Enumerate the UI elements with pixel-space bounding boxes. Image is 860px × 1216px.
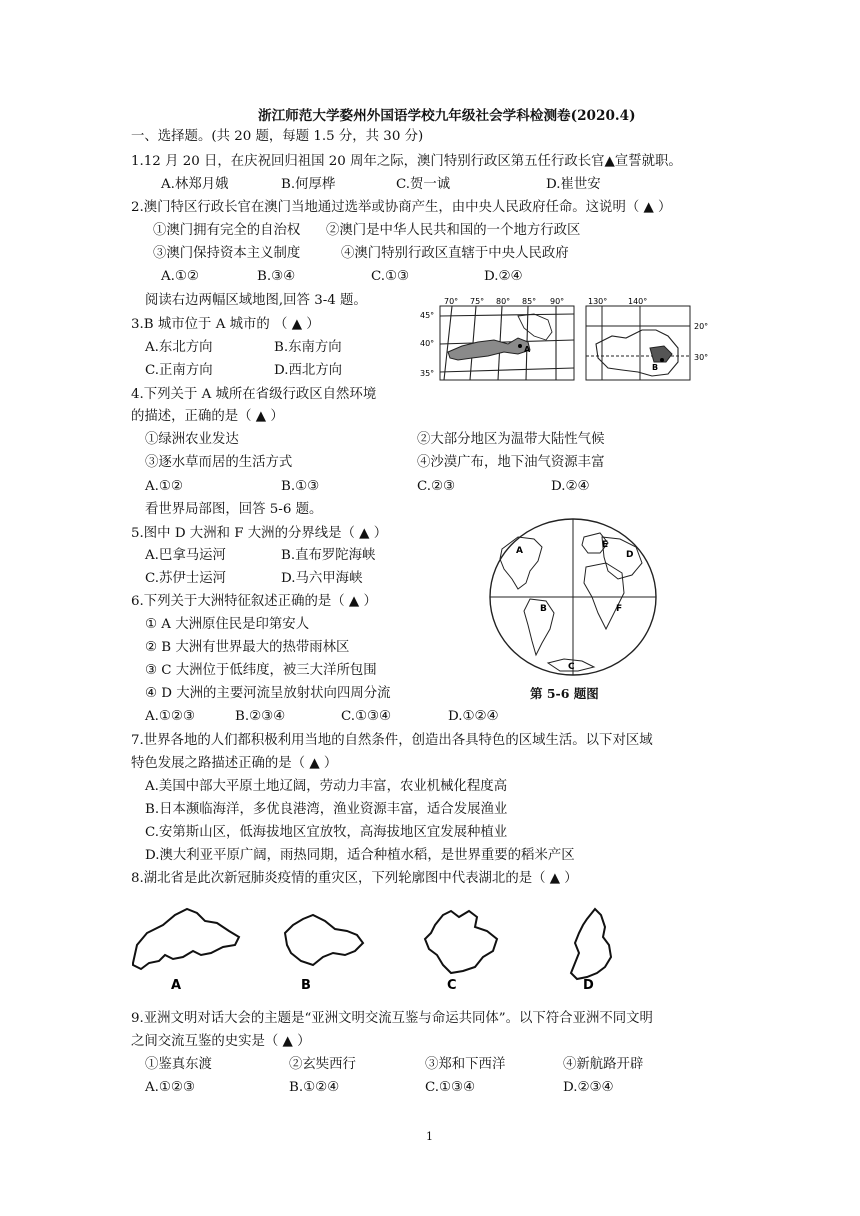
q7-stem-line1: 7.世界各地的人们都积极利用当地的自然条件，创造出各具特色的区域生活。以下对区域 — [131, 733, 653, 748]
city-a-label: A — [524, 345, 531, 354]
q5-option-b: B.直布罗陀海峡 — [281, 548, 376, 563]
q2-option-a: A.①② — [161, 269, 199, 284]
outline-b-icon — [285, 915, 363, 965]
q4-option-b: B.①③ — [281, 479, 320, 494]
q2-stem: 2.澳门特区行政长官在澳门当地通过选举或协商产生，由中央人民政府任命。这说明（ ▲ ） — [131, 200, 672, 215]
q4-item-1: ①绿洲农业发达 — [145, 432, 239, 447]
map1-lat-40: 40° — [420, 339, 435, 348]
q9-item-4: ④新航路开辟 — [563, 1057, 644, 1072]
map2-lat-30: 30° — [694, 353, 709, 362]
region-map-a — [418, 296, 578, 388]
province-outlines — [125, 905, 745, 995]
q4-option-c: C.②③ — [417, 479, 456, 494]
map1-lon-70: 70° — [444, 297, 459, 306]
outline-c-icon — [425, 911, 497, 973]
q4-item-4: ④沙漠广布，地下油气资源丰富 — [417, 455, 605, 470]
q3-option-a: A.东北方向 — [145, 340, 213, 355]
q6-item-4: ④ D 大洲的主要河流呈放射状向四周分流 — [145, 686, 391, 701]
q7-option-c: C.安第斯山区，低海拔地区宜放牧，高海拔地区宜发展种植业 — [145, 825, 508, 840]
q2-item-3: ③澳门保持资本主义制度 — [153, 246, 301, 261]
q2-item-1: ①澳门拥有完全的自治权 — [153, 223, 301, 238]
q2-item-4: ④澳门特别行政区直辖于中央人民政府 — [341, 246, 569, 261]
map2-lon-140: 140° — [628, 297, 648, 306]
read-instruction-3-4: 阅读右边两幅区域地图,回答 3-4 题。 — [145, 293, 367, 308]
q7-option-d: D.澳大利亚平原广阔，雨热同期，适合种植水稻，是世界重要的稻米产区 — [145, 848, 575, 863]
q6-stem: 6.下列关于大洲特征叙述正确的是（ ▲ ） — [131, 594, 377, 609]
map1-lon-75: 75° — [470, 297, 485, 306]
outline-label-a: A — [171, 978, 182, 993]
q5-option-a: A.巴拿马运河 — [145, 548, 226, 563]
q2-item-2: ②澳门是中华人民共和国的一个地方行政区 — [326, 223, 581, 238]
q4-stem-line1: 4.下列关于 A 城所在省级行政区自然环境 — [131, 387, 377, 402]
q8-stem: 8.湖北省是此次新冠肺炎疫情的重灾区，下列轮廓图中代表湖北的是（ ▲ ） — [131, 871, 578, 886]
q6-option-a: A.①②③ — [145, 709, 195, 724]
region-map-b — [582, 296, 714, 388]
q7-option-b: B.日本濒临海洋，多优良港湾，渔业资源丰富，适合发展渔业 — [145, 802, 508, 817]
q6-item-3: ③ C 大洲位于低纬度，被三大洋所包围 — [145, 663, 377, 678]
read-instruction-5-6: 看世界局部图，回答 5-6 题。 — [145, 502, 323, 517]
q3-option-d: D.西北方向 — [274, 363, 343, 378]
q2-option-b: B.③④ — [257, 269, 296, 284]
outline-a-icon — [133, 909, 239, 969]
q1-option-b: B.何厚桦 — [281, 177, 336, 192]
q6-option-d: D.①②④ — [448, 709, 499, 724]
q9-item-1: ①鉴真东渡 — [145, 1057, 212, 1072]
q3-option-b: B.东南方向 — [274, 340, 342, 355]
q2-option-d: D.②④ — [484, 269, 523, 284]
q9-option-c: C.①③④ — [425, 1080, 476, 1095]
map1-lon-85: 85° — [522, 297, 537, 306]
q5-stem: 5.图中 D 大洲和 F 大洲的分界线是（ ▲ ） — [131, 526, 388, 541]
outline-label-c: C — [447, 978, 457, 993]
exam-title: 浙江师范大学婺州外国语学校九年级社会学科检测卷(2020.4) — [258, 108, 636, 124]
map2-lat-20: 20° — [694, 322, 709, 331]
globe-label-a: A — [516, 546, 523, 556]
map2-lon-130: 130° — [588, 297, 608, 306]
globe-label-f: F — [616, 604, 623, 614]
q1-option-c: C.贺一诚 — [396, 177, 451, 192]
outline-label-d: D — [583, 978, 594, 993]
city-b-marker — [660, 358, 664, 362]
q9-item-3: ③郑和下西洋 — [425, 1057, 506, 1072]
outline-label-b: B — [301, 978, 311, 993]
q4-item-3: ③逐水草而居的生活方式 — [145, 455, 293, 470]
world-globe-figure — [488, 517, 658, 677]
q6-item-2: ② B 大洲有世界最大的热带雨林区 — [145, 640, 350, 655]
map1-lon-80: 80° — [496, 297, 511, 306]
q7-stem-line2: 特色发展之路描述正确的是（ ▲ ） — [131, 756, 338, 771]
page-number: 1 — [426, 1130, 433, 1143]
q4-stem-line2: 的描述，正确的是（ ▲ ） — [131, 409, 284, 424]
q3-option-c: C.正南方向 — [145, 363, 213, 378]
q4-item-2: ②大部分地区为温带大陆性气候 — [417, 432, 605, 447]
globe-caption: 第 5-6 题图 — [530, 686, 599, 701]
q1-stem: 1.12 月 20 日，在庆祝回归祖国 20 周年之际，澳门特别行政区第五任行政长官▲宣誓就职。 — [131, 154, 682, 169]
q9-stem-line1: 9.亚洲文明对话大会的主题是“亚洲文明交流互鉴与命运共同体”。以下符合亚洲不同文明 — [131, 1011, 653, 1026]
q1-option-d: D.崔世安 — [546, 177, 601, 192]
globe-label-e: E — [602, 540, 609, 550]
q6-option-c: C.①③④ — [341, 709, 392, 724]
q2-option-c: C.①③ — [371, 269, 410, 284]
q9-stem-line2: 之间交流互鉴的史实是（ ▲ ） — [131, 1034, 311, 1049]
q4-option-a: A.①② — [145, 479, 183, 494]
q9-option-b: B.①②④ — [289, 1080, 340, 1095]
q7-option-a: A.美国中部大平原土地辽阔，劳动力丰富，农业机械化程度高 — [145, 779, 508, 794]
map1-lon-90: 90° — [550, 297, 565, 306]
globe-label-b: B — [540, 604, 547, 614]
section-heading: 一、选择题。(共 20 题，每题 1.5 分，共 30 分) — [131, 129, 424, 144]
city-a-marker — [518, 344, 522, 348]
q5-option-c: C.苏伊士运河 — [145, 571, 226, 586]
q9-option-d: D.②③④ — [563, 1080, 614, 1095]
q6-item-1: ① A 大洲原住民是印第安人 — [145, 617, 310, 632]
q1-option-a: A.林郑月娥 — [161, 177, 229, 192]
q3-stem: 3.B 城市位于 A 城市的 （ ▲ ） — [131, 317, 320, 332]
globe-label-d: D — [626, 550, 634, 560]
q4-option-d: D.②④ — [551, 479, 590, 494]
map1-lat-35: 35° — [420, 369, 435, 378]
q9-option-a: A.①②③ — [145, 1080, 195, 1095]
q6-option-b: B.②③④ — [235, 709, 286, 724]
outline-d-icon — [571, 909, 611, 979]
globe-label-c: C — [568, 662, 575, 672]
map1-lat-45: 45° — [420, 311, 435, 320]
q9-item-2: ②玄奘西行 — [289, 1057, 356, 1072]
city-b-label: B — [652, 363, 659, 372]
q5-option-d: D.马六甲海峡 — [281, 571, 363, 586]
